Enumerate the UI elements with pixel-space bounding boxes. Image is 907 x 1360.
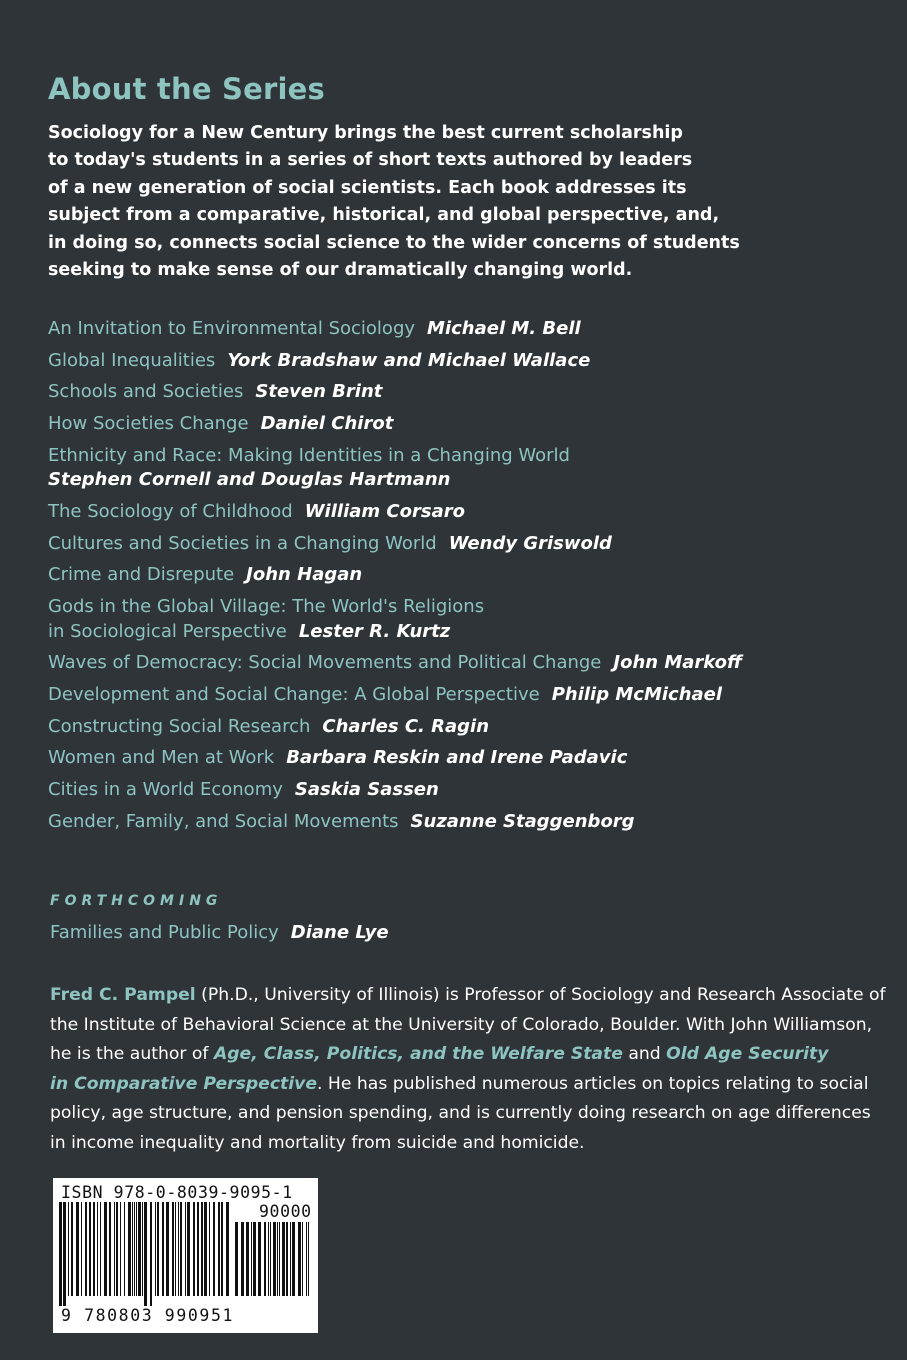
series-entry [48,532,868,557]
barcode-bar [120,1202,121,1296]
book-title: How Societies Change [48,413,249,435]
book-author: John Markoff [613,652,742,674]
series-list [48,317,868,841]
book-title: Gods in the Global Village: The World's Religions [48,596,485,617]
supplemental-barcode-bars [235,1222,311,1306]
barcode-bar [116,1202,118,1296]
barcode-bar [63,1202,66,1306]
barcode-bar [268,1222,269,1296]
book-author: Barbara Reskin and Irene Padavic [286,747,628,769]
barcode-bar [59,1202,62,1306]
book-title: Global Inequalities [48,349,216,371]
book-title: Waves of Democracy: Social Movements and Political Change [48,652,602,674]
book-author: Charles C. Ragin [322,715,490,737]
book-author: John Hagan [246,564,363,586]
book-author: William Corsaro [304,500,465,522]
barcode-bar [235,1222,238,1296]
barcode-bar [89,1202,91,1296]
author-name: Fred C. Pampel [50,985,196,1005]
book-author: York Bradshaw and Michael Wallace [227,349,591,371]
book-author: Steven Brint [255,381,383,403]
barcode-bar [187,1202,190,1296]
barcode-bar [138,1202,141,1296]
intro-line: Sociology for a New Century brings the best current scholarship [48,123,683,143]
barcode-bar [136,1202,137,1296]
barcode-bar [282,1222,285,1296]
barcode-bar [180,1202,182,1296]
book-title: Schools and Societies [48,381,244,403]
book-title: Women and Men at Work [48,747,275,769]
bio-text: he is the author of [50,1044,214,1065]
barcode-bar [114,1202,115,1296]
barcode-bar [162,1202,164,1296]
author-bio [50,981,886,1159]
barcode-bar [124,1202,125,1296]
book-title: The Sociology of Childhood [48,500,293,522]
series-entry [48,778,868,803]
barcode-bar [306,1222,307,1296]
barcode-bar [201,1202,203,1296]
isbn-number: ISBN 978-0-8039-9095-1 [61,1183,293,1202]
book-title: Development and Social Change: A Global Perspective [48,683,540,705]
book-title: An Invitation to Environmental Sociology [48,318,416,339]
barcode-bar [298,1222,301,1296]
barcode-bar [172,1202,174,1296]
price-code: 90000 [259,1202,312,1221]
series-entry [48,746,868,771]
series-description [48,120,748,284]
barcode-bar [277,1222,278,1296]
barcode-bar [132,1202,133,1296]
barcode-bar [286,1222,288,1296]
book-author: Lester R. Kurtz [298,620,451,642]
book-author: Saskia Sassen [294,778,439,800]
barcode-bar [155,1202,156,1296]
book-author: Daniel Chirot [260,413,394,435]
series-entry [48,595,868,644]
series-entry [48,349,868,374]
barcode-bar [218,1202,220,1296]
bio-text: the Institute of Behavioral Science at the University of Colorado, Boulder. With John Williamson, [50,1014,873,1035]
barcode-bar [109,1202,111,1296]
barcode-bar [302,1222,303,1296]
isbn-barcode [53,1178,318,1333]
intro-line: in doing so, connects social science to the wider concerns of students [48,232,740,253]
barcode-bar [97,1202,98,1296]
book-title-ref: in Comparative Perspective [50,1073,317,1094]
series-heading: About the Series [48,72,325,106]
book-title: Cultures and Societies in a Changing World [48,532,437,554]
barcode-bar [204,1202,207,1296]
book-title-ref: Old Age Security [666,1044,829,1065]
series-entry [48,444,868,493]
book-title: Cities in a World Economy [48,778,283,800]
book-title-continued: in Sociological Perspective [48,620,287,642]
barcode-bar [144,1202,147,1306]
barcode-bar [253,1222,256,1296]
barcode-bars [59,1202,231,1306]
barcode-bar [128,1202,131,1296]
barcode-bar [142,1202,143,1296]
barcode-bar [270,1222,271,1296]
intro-line: to today's students in a series of short texts authored by leaders [48,150,693,171]
series-entry [48,563,868,588]
barcode-bar [290,1222,291,1296]
barcode-bar [226,1202,229,1296]
series-entry [48,683,868,708]
book-title: Crime and Disrepute [48,564,235,586]
barcode-bar [292,1222,295,1296]
intro-line: seeking to make sense of our dramatically changing world. [48,260,633,281]
intro-line: of a new generation of social scientists. Each book addresses its [48,177,687,198]
series-entry [48,380,868,405]
barcode-bar [178,1202,179,1296]
forthcoming-label: FORTHCOMING [50,893,223,909]
book-title: Constructing Social Research [48,715,311,737]
series-entry [48,651,868,676]
series-entry [48,500,868,525]
book-author: Philip McMichael [551,683,723,705]
series-entry [48,810,868,835]
book-title: Gender, Family, and Social Movements [48,810,399,832]
barcode-bar [241,1222,244,1296]
barcode-bar [150,1202,152,1306]
barcode-digits: 9 780803 990951 [61,1306,235,1325]
barcode-bar [279,1222,280,1296]
book-author: Suzanne Staggenborg [410,810,635,832]
barcode-bar [175,1202,176,1296]
barcode-bar [100,1202,101,1296]
barcode-bar [251,1222,252,1296]
bio-text: (Ph.D., University of Illinois) is Professor of Sociology and Research Associate of [195,985,886,1005]
barcode-bar [85,1202,87,1296]
book-title: Ethnicity and Race: Making Identities in a Changing World [48,444,570,466]
intro-line: subject from a comparative, historical, and global perspective, and, [48,205,720,226]
bio-text: . He has published numerous articles on topics relating to social [317,1073,869,1094]
barcode-bar [104,1202,107,1296]
book-author: Wendy Griswold [448,532,612,554]
barcode-bar [213,1202,215,1296]
book-author: Stephen Cornell and Douglas Hartmann [48,469,451,491]
barcode-bar [209,1202,210,1296]
barcode-bar [81,1202,82,1296]
barcode-bar [246,1222,249,1296]
barcode-bar [134,1202,135,1296]
series-entry [48,715,868,740]
barcode-bar [273,1222,276,1296]
bio-text: and [622,1044,667,1065]
barcode-bar [76,1202,79,1296]
book-author: Diane Lye [290,922,389,943]
book-title-ref: Age, Class, Politics, and the Welfare State [213,1044,623,1065]
barcode-bar [308,1222,309,1296]
book-author: Michael M. Bell [427,318,581,339]
bio-text: in income inequality and mortality from suicide and homicide. [50,1132,585,1153]
bio-text: policy, age structure, and pension spending, and is currently doing research on age differences [50,1103,871,1124]
barcode-bar [258,1222,261,1296]
forthcoming-entry [50,920,389,946]
barcode-bar [93,1202,95,1296]
barcode-bar [185,1202,186,1296]
barcode-bar [68,1202,69,1296]
book-title: Families and Public Policy [50,922,279,943]
series-entry [48,317,868,342]
barcode-bar [221,1202,223,1296]
barcode-bar [264,1222,266,1296]
barcode-bar [197,1202,199,1296]
barcode-bar [157,1202,159,1296]
barcode-bar [71,1202,73,1296]
barcode-bar [193,1202,195,1296]
series-entry [48,412,868,437]
barcode-bar [166,1202,169,1296]
